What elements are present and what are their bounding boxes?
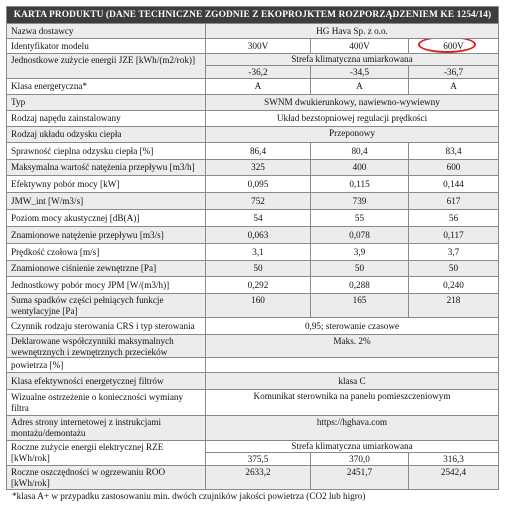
table-cell: -36,7: [409, 66, 499, 79]
table-cell: -36,2: [206, 66, 311, 79]
row-label: JMW_int [W/m3/s]: [7, 193, 206, 210]
row-label: Deklarowane współczynniki maksymalnych wewnętrznych i zewnętrznych przecieków: [7, 335, 206, 359]
table-cell: 600: [409, 160, 499, 176]
table-row: [7, 244, 499, 261]
table-row: [7, 210, 499, 227]
model-600v: 600V: [443, 40, 464, 51]
product-card-table-bottom: [6, 357, 499, 490]
table-cell: 50: [409, 261, 499, 277]
table-cell: 3,1: [206, 244, 311, 261]
filter-class: klasa C: [206, 373, 499, 390]
table-row: [7, 39, 499, 54]
table-row: [7, 24, 499, 39]
table-cell: 2633,2: [206, 466, 311, 490]
table-cell: 0,240: [409, 277, 499, 294]
table-row: [7, 335, 499, 359]
table-cell: 86,4: [206, 143, 311, 160]
table-cell: 0,288: [311, 277, 409, 294]
table-cell: 3,9: [311, 244, 409, 261]
website-url: https://hghava.com: [206, 416, 499, 441]
table-cell: 0,117: [409, 227, 499, 244]
row-label: Efektywny pobór mocy [kW]: [7, 176, 206, 193]
climate-zone-label: Strefa klimatyczna umiarkowana: [206, 441, 499, 453]
row-label: Rodzaj układu odzysku ciepła: [7, 127, 206, 143]
table-row: [7, 373, 499, 390]
table-row: [7, 441, 499, 453]
table-cell: 0,063: [206, 227, 311, 244]
row-label: Klasa efektywności energetycznej filtrów: [7, 373, 206, 390]
row-label: Roczne zużycie energii elektrycznej RZE [kWh/rok]: [7, 441, 206, 466]
table-cell: 0,95; sterowanie czasowe: [206, 318, 499, 335]
table-cell: 54: [206, 210, 311, 227]
row-label: Suma spadków części pełniących funkcje wentylacyjne [Pa]: [7, 294, 206, 318]
table-row: [7, 466, 499, 490]
table-row: [7, 416, 499, 441]
row-label: Znamionowe natężenie przepływu [m3/s]: [7, 227, 206, 244]
table-row: [7, 143, 499, 160]
model-300v: 300V: [206, 39, 311, 54]
footnote: *klasa A+ w przypadku zastosowaniu min. dwóch czujników jakości powietrza (CO2 lub higro): [12, 491, 366, 501]
table-cell: 2451,7: [311, 466, 409, 490]
table-cell: -34,5: [311, 66, 409, 79]
row-label: Nazwa dostawcy: [7, 24, 206, 39]
table-row: [7, 227, 499, 244]
table-cell: Komunikat sterownika na panelu pomieszczeniowym: [206, 390, 499, 416]
table-cell: A: [311, 79, 409, 95]
climate-zone-label: Strefa klimatyczna umiarkowana: [206, 54, 499, 66]
table-cell: 218: [409, 294, 499, 318]
table-row: [7, 261, 499, 277]
table-cell: 80,4: [311, 143, 409, 160]
table-row: [7, 318, 499, 335]
table-row: [7, 79, 499, 95]
table-cell: 0,292: [206, 277, 311, 294]
row-label: Znamionowe ciśnienie zewnętrzne [Pa]: [7, 261, 206, 277]
table-cell: 3,7: [409, 244, 499, 261]
table-row: [7, 54, 499, 66]
row-label: Klasa energetyczna*: [7, 79, 206, 95]
row-label: Czynnik rodzaju sterowania CRS i typ sterowania: [7, 318, 206, 335]
table-cell: 0,144: [409, 176, 499, 193]
table-row: [7, 111, 499, 127]
table-cell: 50: [206, 261, 311, 277]
table-cell: Maks. 2%: [206, 335, 499, 359]
table-cell: 0,115: [311, 176, 409, 193]
row-label: Sprawność cieplna odzysku ciepła [%]: [7, 143, 206, 160]
table-cell: 55: [311, 210, 409, 227]
row-label: Adres strony internetowej z instrukcjami montażu/demontażu: [7, 416, 206, 441]
table-cell: 370,0: [311, 453, 409, 466]
row-label: Prędkość czołowa [m/s]: [7, 244, 206, 261]
table-cell: 160: [206, 294, 311, 318]
product-card-table-top: [6, 6, 499, 359]
table-cell: 2542,4: [409, 466, 499, 490]
row-label: Poziom mocy akustycznej [dB(A)]: [7, 210, 206, 227]
row-label: Jednostkowe zużycie energii JZE [kWh/(m2/rok)]: [7, 54, 206, 79]
table-cell: 0,078: [311, 227, 409, 244]
table-cell: 400: [311, 160, 409, 176]
row-label: Jednostkowy pobór mocy JPM [W/(m3/h)]: [7, 277, 206, 294]
table-row: [7, 294, 499, 318]
table-row: [7, 127, 499, 143]
table-row: [7, 358, 499, 373]
row-label: Maksymalna wartość natężenia przepływu [m3/h]: [7, 160, 206, 176]
table-cell: Układ bezstopniowej regulacji prędkości: [206, 111, 499, 127]
table-cell: 50: [311, 261, 409, 277]
model-600v-cell: [409, 39, 499, 54]
table-row: [7, 176, 499, 193]
table-cell: 739: [311, 193, 409, 210]
row-label: powietrza [%]: [7, 358, 206, 373]
table-cell: 0,095: [206, 176, 311, 193]
table-cell: 165: [311, 294, 409, 318]
title-row: [7, 7, 499, 24]
table-cell: 83,4: [409, 143, 499, 160]
table-cell: A: [409, 79, 499, 95]
table-row: [7, 277, 499, 294]
table-row: [7, 193, 499, 210]
table-cell: 617: [409, 193, 499, 210]
row-label: Roczne oszczędności w ogrzewaniu ROO [kWh/rok]: [7, 466, 206, 490]
table-row: [7, 390, 499, 416]
model-400v: 400V: [311, 39, 409, 54]
table-cell: 56: [409, 210, 499, 227]
table-cell: Przeponowy: [206, 127, 499, 143]
table-row: [7, 95, 499, 111]
row-label: Typ: [7, 95, 206, 111]
table-cell: 375,5: [206, 453, 311, 466]
table-cell: 316,3: [409, 453, 499, 466]
table-cell: [206, 358, 499, 373]
supplier-name: HG Hava Sp. z o.o.: [206, 24, 499, 39]
table-row: [7, 160, 499, 176]
row-label: Rodzaj napędu zainstalowany: [7, 111, 206, 127]
table-cell: 325: [206, 160, 311, 176]
row-label: Identyfikator modelu: [7, 39, 206, 54]
table-cell: A: [206, 79, 311, 95]
row-label: Wizualne ostrzeżenie o konieczności wymiany filtra: [7, 390, 206, 416]
table-title: KARTA PRODUKTU (DANE TECHNICZNE ZGODNIE Z EKOPROJKTEM ROZPORZĄDZENIEM KE 1254/14): [7, 7, 499, 24]
highlight-oval: [418, 39, 476, 54]
table-cell: SWNM dwukierunkowy, nawiewno-wywiewny: [206, 95, 499, 111]
table-cell: 752: [206, 193, 311, 210]
